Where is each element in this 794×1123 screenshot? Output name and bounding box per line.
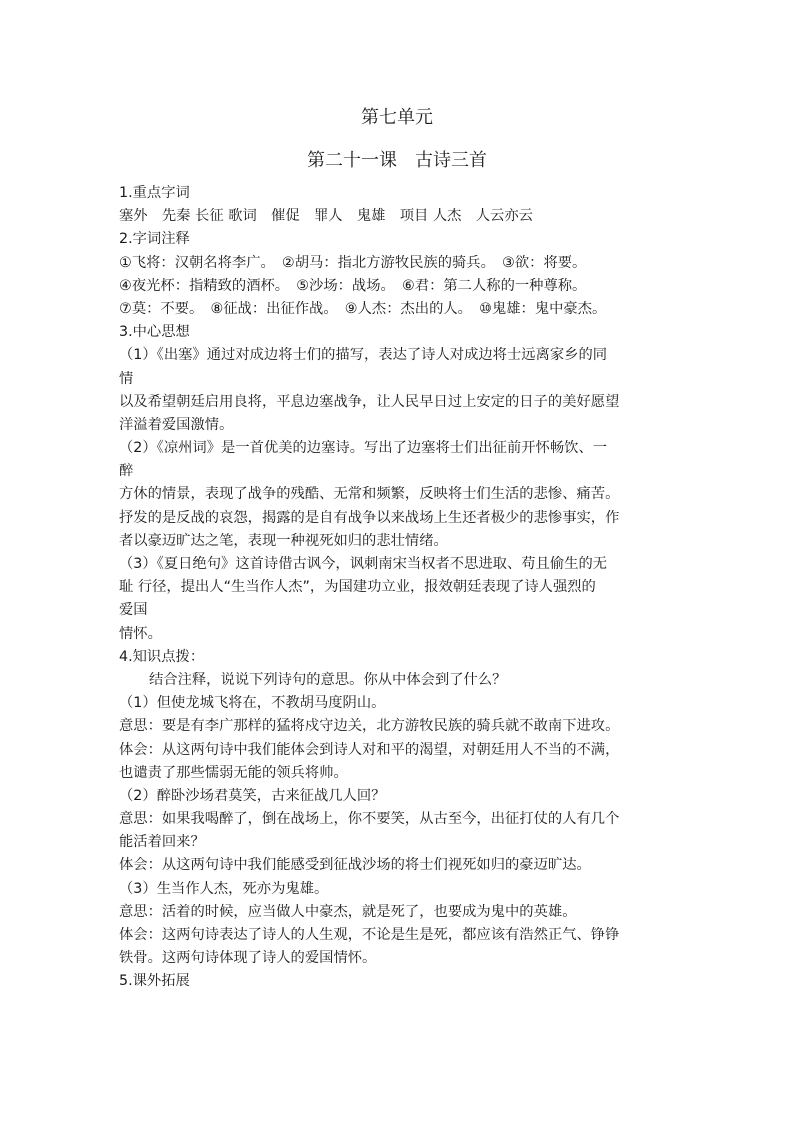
reflection-line: 铁骨。这两句诗体现了诗人的爱国情怀。 bbox=[119, 950, 377, 967]
central-idea-line: 洋溢着爱国激情。 bbox=[119, 416, 234, 433]
central-idea-line: 情 bbox=[119, 370, 134, 387]
key-words-line: 塞外 先秦 长征 歌词 催促 罪人 鬼雄 项目 人杰 人云亦云 bbox=[119, 208, 533, 225]
annotation-line: ⑦莫：不要。 ⑧征战：出征作战。 ⑨人杰：杰出的人。 ⑩鬼雄：鬼中豪杰。 bbox=[119, 300, 607, 317]
central-idea-line: （2）《凉州词》是一首优美的边塞诗。写出了边塞将士们出征前开怀畅饮、一 bbox=[119, 440, 608, 457]
poem-line: （3）生当作人杰，死亦为鬼雄。 bbox=[119, 880, 329, 897]
central-idea-line: 情怀。 bbox=[119, 625, 162, 642]
section-heading-annotations: 2.字词注释 bbox=[119, 231, 190, 248]
poem-line: （1）但使龙城飞将在，不教胡马度阴山。 bbox=[119, 695, 386, 712]
central-idea-line: 抒发的是反战的哀怨，揭露的是自有战争以来战场上生还者极少的悲惨事实，作 bbox=[119, 509, 620, 526]
section-heading-extension: 5.课外拓展 bbox=[119, 973, 190, 990]
annotation-line: ①飞将：汉朝名将李广。 ②胡马：指北方游牧民族的骑兵。 ③欲：将要。 bbox=[119, 254, 587, 271]
question-prompt: 结合注释，说说下列诗句的意思。你从中体会到了什么？ bbox=[149, 671, 507, 688]
meaning-line: 意思：要是有李广那样的猛将戍守边关，北方游牧民族的骑兵就不敢南下进攻。 bbox=[119, 718, 620, 735]
annotation-line: ④夜光杯：指精致的酒杯。 ⑤沙场：战场。 ⑥君：第二人称的一种尊称。 bbox=[119, 277, 587, 294]
section-heading-key-words: 1.重点字词 bbox=[119, 185, 190, 201]
unit-title: 第七单元 bbox=[361, 107, 433, 128]
reflection-line: 体会：从这两句诗中我们能感受到征战沙场的将士们视死如归的豪迈旷达。 bbox=[119, 857, 591, 874]
document-body bbox=[119, 182, 679, 994]
poem-line: （2）醉卧沙场君莫笑，古来征战几人回？ bbox=[119, 787, 386, 804]
central-idea-line: 爱国 bbox=[119, 602, 148, 619]
reflection-line: 也谴责了那些懦弱无能的领兵将帅。 bbox=[119, 764, 348, 781]
central-idea-line: 方休的情景，表现了战争的残酷、无常和频繁，反映将士们生活的悲惨、痛苦。 bbox=[119, 486, 620, 503]
reflection-line: 体会：这两句诗表达了诗人的人生观，不论是生是死，都应该有浩然正气、铮铮 bbox=[119, 927, 620, 943]
meaning-line: 能活着回来？ bbox=[119, 834, 205, 851]
central-idea-line: 耻 行径，提出人“生当作人杰”，为国建功立业，报效朝廷表现了诗人强烈的 bbox=[119, 579, 596, 596]
section-heading-knowledge-tips: 4.知识点拨： bbox=[119, 648, 205, 665]
meaning-line: 意思：如果我喝醉了，倒在战场上，你不要笑，从古至今，出征打仗的人有几个 bbox=[119, 811, 620, 828]
meaning-line: 意思：活着的时候，应当做人中豪杰，就是死了，也要成为鬼中的英雄。 bbox=[119, 903, 577, 920]
section-heading-central-idea: 3.中心思想 bbox=[119, 324, 190, 341]
central-idea-line: （3）《夏日绝句》这首诗借古讽今，讽刺南宋当权者不思进取、苟且偷生的无 bbox=[119, 556, 608, 572]
central-idea-line: 者以豪迈旷达之笔，表现一种视死如归的悲壮情绪。 bbox=[119, 532, 448, 549]
central-idea-line: 以及希望朝廷启用良将，平息边塞战争，让人民早日过上安定的日子的美好愿望 bbox=[119, 393, 620, 410]
reflection-line: 体会：从这两句诗中我们能体会到诗人对和平的渴望，对朝廷用人不当的不满， bbox=[119, 741, 620, 758]
central-idea-line: （1）《出塞》通过对成边将士们的描写，表达了诗人对成边将士远离家乡的同 bbox=[119, 347, 608, 364]
central-idea-line: 醉 bbox=[119, 463, 134, 480]
lesson-title: 第二十一课 古诗三首 bbox=[307, 150, 487, 171]
